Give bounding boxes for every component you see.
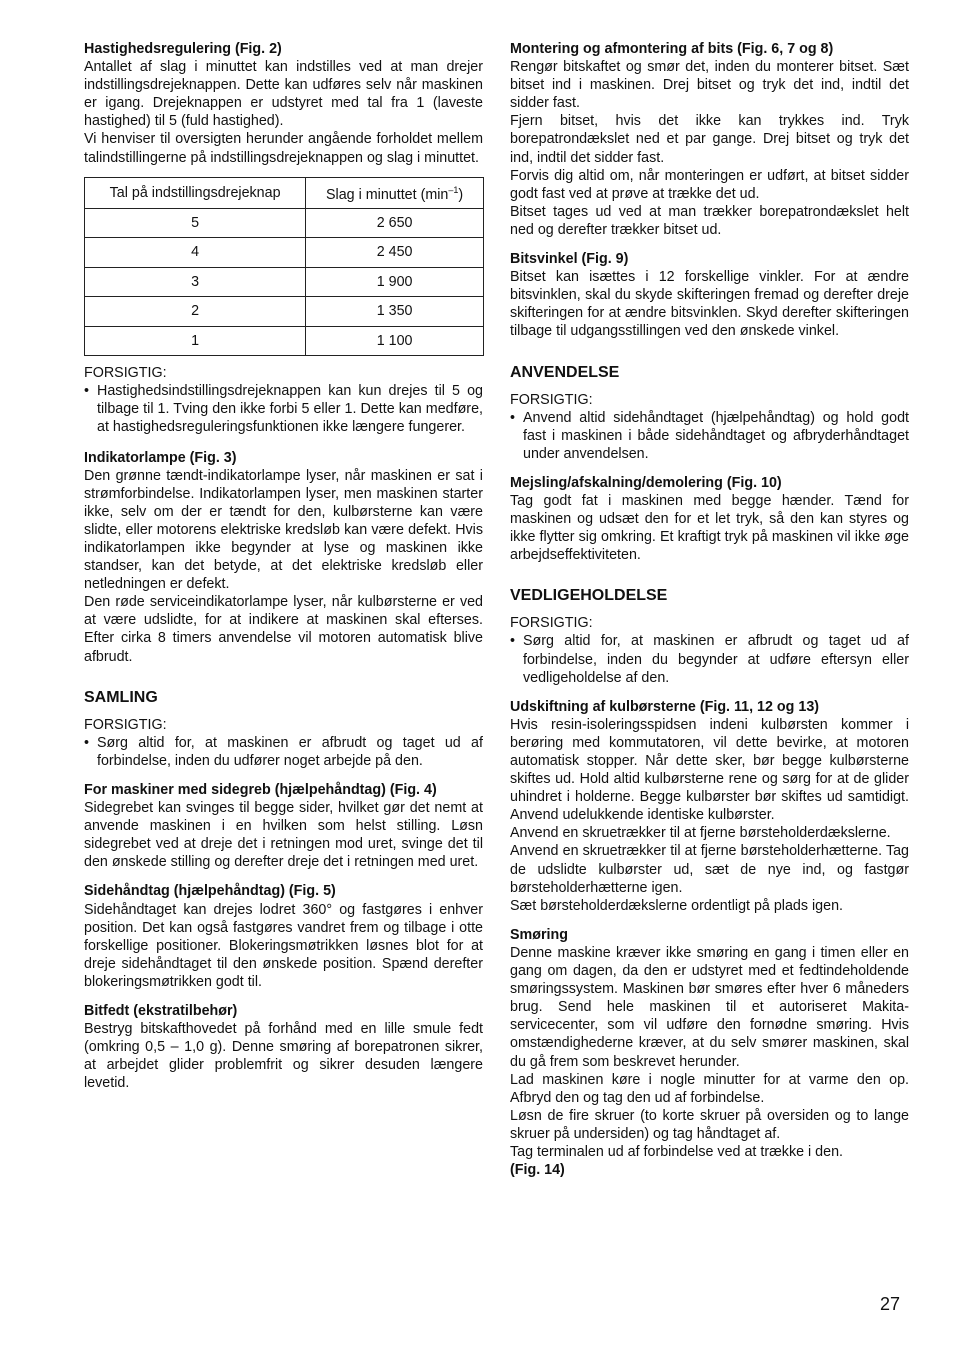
- vinkel-paragraph: Bitset kan isættes i 12 forskellige vinkler. For at ændre bitsvinklen, skal du skyde skifteringen fremad og derefter dreje skifteringen for at ændre bitsvinklen. Skyd derefter skifteringen tilbage til udgangsstillingen ved den ønskede vinkel.: [510, 269, 909, 340]
- section-title-bits: Montering og afmontering af bits (Fig. 6, 7 og 8): [510, 41, 834, 57]
- kulborster-paragraph-3: Anvend en skruetrækker til at fjerne børsteholderhætterne. Tag de udslidte kulbørster ud, sæt de nye ind, og fastgør børsteholderhætterne igen.: [510, 843, 909, 896]
- section-title-mejsling: Mejsling/afskalning/demolering (Fig. 10): [510, 474, 782, 491]
- caution-item: • Hastighedsindstillingsdrejeknappen kan kun drejes til 5 og tilbage til 1. Tving den ikke forbi 5 eller 1. Dette kan medføre, at hastighedsreguleringsfunktionen ikke længere fungerer.: [84, 383, 483, 436]
- caution-label: FORSIGTIG:: [84, 365, 167, 382]
- table-row: 2 1 350: [85, 297, 484, 327]
- bits-paragraph-1: Rengør bitskaftet og smør det, inden du monterer bitset. Sæt bitset ind i maskinen. Drej bitset og tryk det ind, indtil det sidder fast.: [510, 59, 909, 112]
- bits-paragraph-3: Forvis dig altid om, når monteringen er udført, at bitset sidder godt fast ved at prøve at trække det ud.: [510, 167, 909, 202]
- sidegreb-paragraph: Sidegrebet kan svinges til begge sider, hvilket gør det nemt at anvende maskinen i en hvilken som helst stilling. Løsn sidegrebet ved at dreje det i retningen mod uret, svinge det til den ønskede stilling og derefter dreje det i retningen med uret.: [84, 800, 483, 871]
- table-row: 3 1 900: [85, 267, 484, 297]
- kulborster-paragraph-1: Hvis resin-isoleringsspidsen indeni kulbørsten kommer i berøring med kommutatoren, vil dette bevirke, at motoren automatisk stopper. Når dette sker, bør begge kulbørsterne skiftes ud. Hold altid kulbørsterne rene og sørg for at de glider uhindret i holderne. Begge kulbørster bør skiftes ud samtidigt. Anvend udelukkende identiske kulbørster.: [510, 716, 909, 824]
- caution-item: • Anvend altid sidehåndtaget (hjælpehåndtag) og hold godt fast i maskinen i både sidehåndtaget og afbryderhåndtaget under anvendelsen.: [510, 409, 909, 462]
- left-column: [84, 40, 483, 1092]
- section-title-smoring: Smøring: [510, 926, 568, 943]
- indicator-paragraph-2: Den røde serviceindikatorlampe lyser, når kulbørsterne er ved at være udslidte, for at indikere at maskinen skal efterses. Efter cirka 8 timers anvendelse vil motoren automatisk blive afbrudt.: [84, 594, 483, 665]
- sidehandtag-paragraph: Sidehåndtaget kan drejes lodret 360° og fastgøres i enhver position. Det kan også fastgøres vandret frem og tilbage i otte forskellige positioner. Blokeringsmøtrikken løsnes blot for at dreje sidehåndtaget til den ønskede position. Spænd derefter blokeringsmøtrikken godt til.: [84, 901, 483, 990]
- caution-label: FORSIGTIG:: [510, 391, 593, 408]
- heading-samling: SAMLING: [84, 688, 158, 706]
- section-title-kulborster: Udskiftning af kulbørsterne (Fig. 11, 12 og 13): [510, 698, 820, 715]
- caution-item: • Sørg altid for, at maskinen er afbrudt og taget ud af forbindelse, inden du begynder at udføre eftersyn eller vedligeholdelse af den.: [510, 633, 909, 686]
- smoring-paragraph-4: Tag terminalen ud af forbindelse ved at trække i den.: [510, 1143, 843, 1160]
- bits-paragraph-2: Fjern bitset, hvis det ikke kan trykkes ind. Tryk borepatrondækslet ned et par gange. Drej bitset og tryk det ind, indtil det sidder fast.: [510, 113, 909, 166]
- speed-paragraph-1: Antallet af slag i minuttet kan indstilles ved at man drejer indstillingsdrejeknappen. Dette kan udføres selv når maskinen er igang. Drejeknappen er udstyret med tal fra 1 (laveste hastighed) til 5 (fuld hastighed).: [84, 59, 483, 130]
- speed-paragraph-2: Vi henviser til oversigten herunder angående forholdet mellem talindstillingerne på indstillingsdrejeknappen og slag i minuttet.: [84, 131, 483, 166]
- kulborster-paragraph-4: Sæt børsteholderdækslerne ordentligt på plads igen.: [510, 897, 843, 914]
- smoring-paragraph-1: Denne maskine kræver ikke smøring en gang i timen eller en gang om dagen, da den er udstyret med et fedtindeholdende smøringssystem. Maskinen bør smøres efter hver 6 måneders brug. Send hele maskinen til et autoriseret Makita-servicecenter, som vil udføre den fornødne smøring. Hvis omstændighederne kræver, at du selv smører maskinen, skal du gå frem som beskrevet herunder.: [510, 944, 909, 1070]
- bits-paragraph-4: Bitset tages ud ved at man trækker borepatrondækslet helt ned og derefter trækker bitset ud.: [510, 203, 909, 238]
- mejsling-paragraph: Tag godt fat i maskinen med begge hænder. Tænd for maskinen og udsæt den for et let tryk, så den kan styres og ikke flytter sig omkring. Et kraftigt tryk på maskinen vil ikke øge arbejdseffektiviteten.: [510, 492, 909, 564]
- kulborster-paragraph-2: Anvend en skruetrækker til at fjerne børsteholderdækslerne.: [510, 825, 891, 842]
- section-title-sidegreb: For maskiner med sidegreb (hjælpehåndtag) (Fig. 4): [84, 781, 437, 798]
- smoring-paragraph-3: Løsn de fire skruer (to korte skruer på oversiden og to lange skruer på undersiden) og tag håndtaget af.: [510, 1107, 909, 1142]
- bitfedt-paragraph: Bestryg bitskafthovedet på forhånd med en lille smule fedt (omkring 0,5 – 1,0 g). Denne smøring af borepatronen sikrer, at arbejdet glider problemfrit og sikrer desuden længere levetid.: [84, 1021, 483, 1092]
- table-row: 5 2 650: [85, 208, 484, 238]
- table-header-dial: Tal på indstillingsdrejeknap: [85, 177, 306, 208]
- page-number: 27: [880, 1294, 901, 1314]
- section-title-bitfedt: Bitfedt (ekstratilbehør): [84, 1002, 238, 1019]
- caution-item: • Sørg altid for, at maskinen er afbrudt og taget ud af forbindelse, inden du udfører noget arbejde på den.: [84, 734, 483, 769]
- table-row: 4 2 450: [85, 238, 484, 268]
- indicator-paragraph-1: Den grønne tændt-indikatorlampe lyser, når maskinen er sat i strømforbindelse. Indikatorlampen lyser, men maskinen starter ikke, selv om der er tændt for den, kulbørsterne kan være slidte, eller motorens elektriske kredsløb kan være defekt. Hvis indikatorlampen ikke begynder at lyse og maskinen ikke standser, kan det betyde, at det elektriske kredsløb eller netledningen er defekt.: [84, 467, 483, 593]
- table-header-spm: Slag i minuttet $(\min^{-1})$: [306, 177, 484, 208]
- section-title-vinkel: Bitsvinkel (Fig. 9): [510, 251, 629, 268]
- caution-label: FORSIGTIG:: [510, 615, 593, 632]
- speed-table: [84, 177, 484, 357]
- section-title-sidehandtag: Sidehåndtag (hjælpehåndtag) (Fig. 5): [84, 883, 336, 900]
- caution-label: FORSIGTIG:: [84, 716, 167, 733]
- figure-reference: (Fig. 14): [510, 1162, 565, 1179]
- section-title-indicator: Indikatorlampe (Fig. 3): [84, 449, 237, 466]
- section-title-speed: Hastighedsregulering (Fig. 2): [84, 41, 282, 57]
- heading-anvendelse: ANVENDELSE: [510, 363, 620, 381]
- right-column: [510, 40, 909, 1179]
- heading-vedligeholdelse: VEDLIGEHOLDELSE: [510, 587, 668, 605]
- table-row: 1 1 100: [85, 326, 484, 356]
- smoring-paragraph-2: Lad maskinen køre i nogle minutter for at varme den op. Afbryd den og tag den ud af forbindelse.: [510, 1071, 909, 1106]
